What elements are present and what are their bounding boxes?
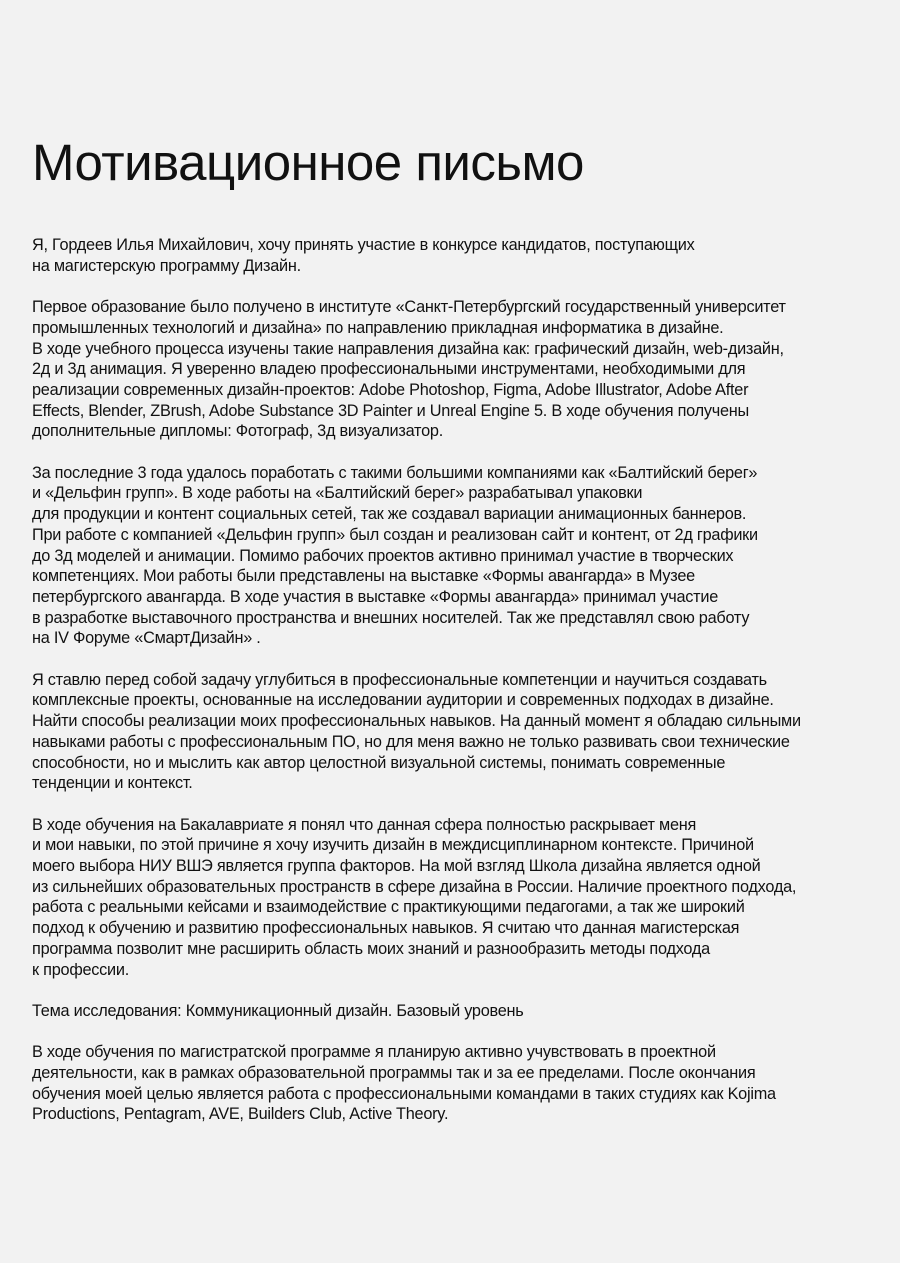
letter-body bbox=[32, 235, 877, 1125]
paragraph-goals: Я ставлю перед собой задачу углубиться в профессиональные компетенции и научиться создавать комплексные проекты, основанные на исследовании аудитории и современных подходах в дизайне. Найти способы реализации моих профессиональных навыков. На данный момент я обладаю сильными навыками работы с профессиональным ПО, но для меня важно не только развивать свои технические способности, но и мыслить как автор целостной визуальной системы, понимать современные тенденции и контекст. bbox=[32, 670, 801, 793]
letter-title: Мотивационное письмо bbox=[32, 134, 584, 191]
paragraph-intro: Я, Гордеев Илья Михайлович, хочу принять участие в конкурсе кандидатов, поступающих на магистерскую программу Дизайн. bbox=[32, 236, 695, 275]
paragraph-future-plans: В ходе обучения по магистратской программе я планирую активно учувствовать в проектной деятельности, как в рамках образовательной программы так и за ее пределами. После окончания обучения моей целью является работа с профессиональными командами в таких студиях как Kojima Productions, Pentagram, AVE, Builders Club, Active Theory. bbox=[32, 1043, 776, 1124]
paragraph-program-choice: В ходе обучения на Бакалавриате я понял что данная сфера полностью раскрывает меня и мои навыки, по этой причине я хочу изучить дизайн в междисциплинарном контексте. Причиной моего выбора НИУ ВШЭ является группа факторов. На мой взгляд Школа дизайна является одной из сильнейших образовательных пространств в сфере дизайна в России. Наличие проектного подхода, работа с реальными кейсами и взаимодействие с практикующими педагогами, а так же широкий подход к обучению и развитию профессиональных навыков. Я считаю что данная магистерская программа позволит мне расширить область моих знаний и разнообразить методы подхода к профессии. bbox=[32, 815, 797, 979]
paragraph-work-experience: За последние 3 года удалось поработать с такими большими компаниями как «Балтийский берег» и «Дельфин групп». В ходе работы на «Балтийский берег» разрабатывал упаковки для продукции и контент социальных сетей, так же создавал вариации анимационных баннеров. При работе с компанией «Дельфин групп» был создан и реализован сайт и контент, от 2д графики до 3д моделей и анимации. Помимо рабочих проектов активно принимал участие в творческих компетенциях. Мои работы были представлены на выставке «Формы авангарда» в Музее петербургского авангарда. В ходе участия в выставке «Формы авангарда» принимал участие в разработке выставочного пространства и внешних носителей. Так же представлял свою работу на IV Форуме «СмартДизайн» . bbox=[32, 463, 758, 648]
paragraph-education: Первое образование было получено в институте «Санкт-Петербургский государственный университет промышленных технологий и дизайна» по направлению прикладная информатика в дизайне. В ходе учебного процесса изучены такие направления дизайна как: графический дизайн, web-дизайн, 2д и 3д анимация. Я уверенно владею профессиональными инструментами, необходимыми для реализации современных дизайн-проектов: Adobe Photoshop, Figma, Adobe Illustrator, Adobe After Effects, Blender, ZBrush, Adobe Substance 3D Painter и Unreal Engine 5. В ходе обучения получены дополнительные дипломы: Фотограф, 3д визуализатор. bbox=[32, 298, 786, 441]
paragraph-research-topic: Тема исследования: Коммуникационный дизайн. Базовый уровень bbox=[32, 1001, 524, 1020]
motivation-letter-page bbox=[32, 132, 877, 1146]
